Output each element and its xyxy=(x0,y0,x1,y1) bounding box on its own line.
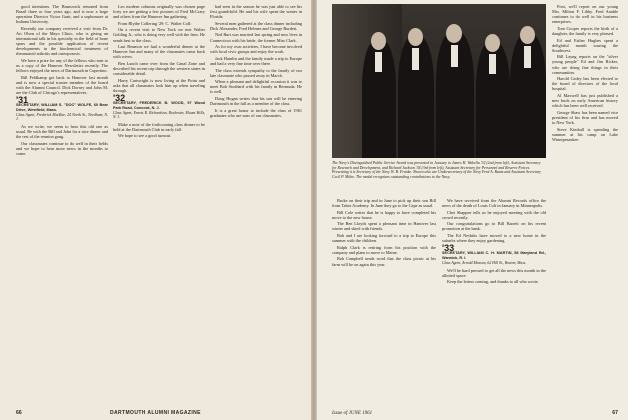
paragraph: Ralph Clark is retiring from his position with the company and plans to move to Maine. xyxy=(332,244,436,255)
paragraph: Ned Burt was married last spring and now lives in Connecticut with his bride, the former Miss Clark. xyxy=(210,32,302,43)
paragraph: Keep the letters coming, and thanks to all who wrote. xyxy=(447,279,539,285)
paragraph: The Ben Lloyds spent a pleasant time in Hanover last winter and skied with friends. xyxy=(332,221,436,232)
magazine-footer: DARTMOUTH ALUMNI MAGAZINE xyxy=(110,410,201,416)
paragraph: Bob Campbell sends word that the class picnic at his farm will be on again this year. xyxy=(332,256,436,267)
right-column-2 xyxy=(442,198,546,286)
paragraph: Harry Cartwright is now living at the Point and asks that all classmates look him up when traveling through. xyxy=(113,77,205,93)
page-gutter xyxy=(311,0,317,420)
paragraph: Chet Shappee tells us he enjoyed meeting with the old crowd recently. xyxy=(442,209,546,220)
class-agent: Class Agent, Arnold Maxson, 62 Hill St., Boston, Mass. xyxy=(442,261,527,266)
paragraph: On a recent visit to New York we met Walter Golding Jr., who is doing very well with the firm. He sends best to the class. xyxy=(113,27,205,43)
left-column-3 xyxy=(210,4,302,119)
paragraph: Broke on their trip and in June to pick up their son Bill from Tabor Academy. In June they go to the Cape as usual. xyxy=(332,198,436,209)
paragraph: Doug Hogan writes that his son will be entering Dartmouth in the fall as a member of the class. xyxy=(210,96,302,107)
paragraph: Steve Kimball is spending the summer at his camp on Lake Winnipesaukee. xyxy=(552,126,618,142)
paragraph: We'll be hard pressed to get all the news this month in the allotted space. xyxy=(442,267,546,278)
paragraph: Recently our company received a visit from Dr. Art Olsen of the Mayo Clinic, who is giving an international talk in his specialty in the field of bone spurs and the possible application of recent developments in the biochemical treatment of rheumatoid arthritis and osteoporosis. xyxy=(16,25,108,57)
right-page xyxy=(314,0,628,420)
paragraph: As we write, we seem to hear this old one as usual. Be with the Bill and John for a nice dinner and the rest of the reunion gang. xyxy=(16,123,108,139)
paragraph: Tom Cooper reports the birth of a daughter, the family is very pleased. xyxy=(552,25,618,36)
paragraph: We hope to see a good turnout. xyxy=(118,133,172,139)
paragraph: We have received from the Alumni Records office the news of the death of Louis Colt in January in Minneapolis. xyxy=(442,198,546,209)
paragraph: When a pleasant and delightful occasion it was to meet Bob Stoddard with his family in Bermuda. He is well. xyxy=(210,79,302,95)
class-heading: '33 xyxy=(442,243,455,254)
right-column-3 xyxy=(552,4,618,143)
paragraph: Several men gathered at the class dinner including Dick Alexander, Fred Holmes and George Burdett. xyxy=(210,20,302,31)
class-secretary: SECRETARY, WILLIAM S. "DOC" WOLFE, 60 Bear Drive, Westfield, Mass. xyxy=(16,103,108,112)
paragraph: Al Maxwell has just published a new book on early American history which has been well received. xyxy=(552,93,618,109)
paragraph: Ed and Esther Hughes spent a delightful month touring the Southwest. xyxy=(552,37,618,53)
class-heading: '32 xyxy=(113,93,126,103)
left-column-2 xyxy=(113,4,205,140)
paragraph: Bill Cole writes that he is happy to have completed his move to the new house. xyxy=(332,209,436,220)
left-column-1 xyxy=(16,4,108,157)
paragraph: George Shaw has been named vice president of his firm and has moved to New York. xyxy=(552,109,618,125)
photo-caption: The Navy's Distinguished Public Service Award was presented in January to James H. Wakelin '32 (2nd from left), Assistant Secretary for Research and Development, and Richard Jackson '34 (3rd from left), Assistant Secretary for Personnel and Reserve Forces. Presenting it is Secretary of the Navy W. B. Franke. Shown also are Undersecretary of the Navy Fred A. Bantz and Assistant Secretary Cecil P. Milne. The medal recognizes outstanding contributions to the Navy. xyxy=(332,161,541,179)
class-heading: '31 xyxy=(16,95,29,106)
paragraph: Ben Lunch came over from the Canal Zone and described his recent trip through the western states in considerable detail. xyxy=(113,60,205,77)
class-agent: Class Agent, Frederick MacRae, 24 North St., Needham, N. J. xyxy=(16,113,108,122)
class-secretary: SECRETARY, FREDERICK B. WOOD, 97 Wood Park Road, Concord, N. J. xyxy=(113,101,205,110)
group-photo xyxy=(332,4,546,158)
paragraph: Bill Layng reports on the "silver young people" Ed and Jim Ricker, who are doing fine things in their communities. xyxy=(552,54,618,75)
right-column-1 xyxy=(332,198,436,268)
paragraph: Bob and I are looking forward to a trip to Europe this summer with the children. xyxy=(332,233,436,244)
paragraph: good intentions. The Brunswick returned from Brazil three or four years ago, and is now a large operation Director Victor Gratt, and a sophomore at Indiana University. xyxy=(16,4,108,25)
paragraph: The class extends sympathy to the family of our late classmate who passed away in March. xyxy=(210,67,302,78)
paragraph: From Blythe Collering '29: C. Walter Coll: xyxy=(118,20,192,26)
paragraph: Harold Cadey has been elected to the board of directors of the local hospital. xyxy=(552,76,618,92)
class-secretary: SECRETARY, WILLIAM C. H. MARTIN, 58 Maryland Rd., Warwick, R. I. xyxy=(442,251,546,260)
paragraph: Last Reunion we had a wonderful dinner at the Hanover Inn and many of the classmates came back with wives. xyxy=(113,44,205,60)
paragraph: Bill Feldkamp got back to Hanover last month and is now a special trustee member of the board with the Alumni Council. Dick Dorsey and John M. are the Club of Chicago's representatives. xyxy=(16,74,108,95)
class-agent: Class Agent, Ernest R. Richardson, Rochester, Mount Hills, N. J. xyxy=(113,110,205,120)
page-number: 66 xyxy=(16,410,22,416)
paragraph: Make a note of the forthcoming class dinner to be held at the Dartmouth Club in early fall. xyxy=(113,121,205,132)
paragraph: The Ed Nesbitts have moved to a new home in the suburbs where they enjoy gardening. xyxy=(442,233,546,244)
paragraph: Our congratulations go to Bill Barrett on his recent promotion at the bank. xyxy=(442,221,546,232)
paragraph: Our classmates continue to do well in their fields and we hope to hear more news in the months to come. xyxy=(16,140,108,156)
paragraph: Jack Hamlin and the family made a trip to Europe and had a very fine time over there. xyxy=(210,55,302,66)
page-number: 67 xyxy=(612,410,618,416)
paragraph: We have a prize for any of the fellows who sent to us a copy of the Hanover Newsletter recently. The fellows enjoyed the news of Dartmouth in Cupertino. xyxy=(16,57,108,74)
paragraph: Leo modern columns originally was chosen page forty we are getting a few pictures of Fred McCrary and others from the Hanover Inn gathering. xyxy=(113,4,205,20)
paragraph: First, we'll report on our young Mrs. Milton F. Libby. Fred Anable continues to do well in his business enterprises. xyxy=(552,4,618,25)
paragraph: It is a great honor to include the class of 1961 graduates who are sons of our classmates. xyxy=(210,107,302,118)
issue-label: Issue of JUNE 1961 xyxy=(332,411,373,416)
paragraph: had seen in the season he was just able to see his first grandchild. He and his wife spent the winter in Florida. xyxy=(210,4,302,20)
paragraph: As for my own activities, I have become involved with local civic groups and enjoy the work. xyxy=(210,44,302,55)
